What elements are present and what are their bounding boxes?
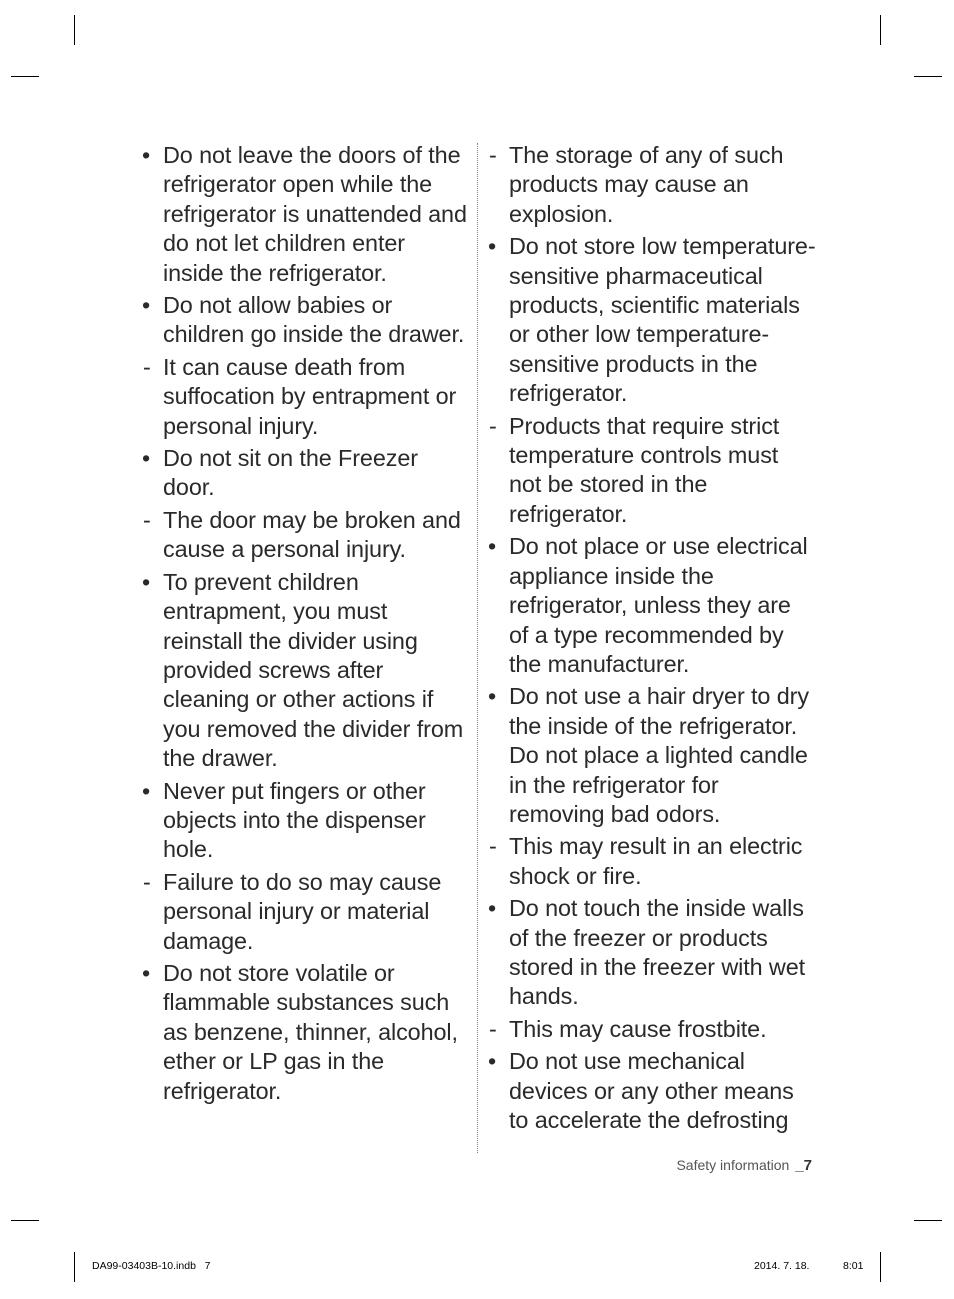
bullet-item: [140, 444, 470, 503]
crop-mark: [74, 15, 75, 45]
item-text: Do not sit on the Freezer door.: [163, 445, 418, 501]
item-text: This may cause frostbite.: [509, 1015, 767, 1042]
crop-mark: [74, 1252, 75, 1282]
dash-subitem: [486, 412, 816, 530]
crop-mark: [914, 1220, 942, 1221]
item-text: It can cause death from suffocation by entrapment or personal injury.: [163, 353, 457, 439]
dash-subitem: [140, 868, 470, 956]
dash-subitem: [140, 506, 470, 565]
print-time: 8:01: [843, 1260, 864, 1272]
dash-marker: -: [143, 353, 151, 380]
item-text: Products that require strict temperature controls must not be stored in the refrigerator.: [509, 412, 780, 527]
bullet-item: [140, 291, 470, 350]
item-text: Do not store volatile or flammable substances such as benzene, thinner, alcohol, ether or LP gas in the refrigerator.: [163, 959, 458, 1104]
bullet-marker: •: [142, 142, 151, 168]
bullet-marker: •: [488, 533, 497, 560]
item-text: The door may be broken and cause a personal injury.: [163, 506, 461, 563]
bullet-item: [140, 959, 470, 1106]
dash-marker: -: [489, 412, 497, 439]
crop-mark: [880, 15, 881, 45]
crop-mark: [914, 76, 942, 77]
bullet-marker: •: [142, 959, 151, 986]
bullet-item: [486, 894, 816, 1012]
dash-marker: -: [489, 833, 497, 860]
dash-marker: -: [143, 506, 151, 533]
item-text: Do not allow babies or children go inside the drawer.: [163, 292, 465, 348]
right-column: [486, 141, 816, 1138]
left-column: [140, 141, 470, 1109]
dash-marker: -: [489, 142, 497, 168]
item-text: This may result in an electric shock or fire.: [509, 833, 803, 889]
item-text: Failure to do so may cause personal injury or material damage.: [163, 868, 442, 954]
section-label: Safety information: [676, 1157, 790, 1173]
bullet-marker: •: [488, 683, 497, 710]
bullet-item: [140, 777, 470, 865]
bullet-item: [140, 141, 470, 288]
dash-subitem: [140, 353, 470, 441]
crop-mark: [11, 76, 39, 77]
bullet-marker: •: [488, 1048, 497, 1075]
bullet-item: [486, 232, 816, 408]
item-text: Do not leave the doors of the refrigerator open while the refrigerator is unattended and do not let children enter inside the refrigerator.: [163, 142, 467, 286]
item-text: To prevent children entrapment, you must reinstall the divider using provided screws after cleaning or other actions if you removed the divider from the drawer.: [163, 568, 464, 772]
bullet-marker: •: [142, 777, 151, 804]
bullet-item: [140, 568, 470, 774]
print-file-info: DA99-03403B-10.indb 7: [92, 1260, 211, 1272]
dash-marker: -: [489, 1015, 497, 1042]
item-text: Do not store low temperature-sensitive pharmaceutical products, scientific materials or other low temperature-sensitive products in the refrigerator.: [509, 233, 816, 407]
column-divider: [477, 143, 478, 1153]
item-text: Do not place or use electrical appliance inside the refrigerator, unless they are of a type recommended by the manufacturer.: [509, 533, 808, 677]
item-text: The storage of any of such products may cause an explosion.: [509, 142, 784, 227]
bullet-marker: •: [488, 233, 497, 260]
item-text: Do not touch the inside walls of the freezer or products stored in the freezer with wet hands.: [509, 895, 806, 1010]
bullet-marker: •: [142, 568, 151, 595]
bullet-marker: •: [142, 445, 151, 472]
bullet-marker: •: [142, 292, 151, 319]
bullet-item: [486, 682, 816, 829]
page-number: _7: [795, 1157, 812, 1174]
crop-mark: [11, 1220, 39, 1221]
bullet-marker: •: [488, 895, 497, 922]
page-footer: [676, 1157, 812, 1174]
dash-subitem: [486, 832, 816, 891]
item-text: Do not use mechanical devices or any other means to accelerate the defrosting: [509, 1048, 794, 1133]
bullet-item: [486, 1047, 816, 1135]
bullet-item: [486, 532, 816, 679]
crop-mark: [880, 1252, 881, 1282]
item-text: Never put fingers or other objects into the dispenser hole.: [163, 777, 426, 863]
dash-subitem: [486, 141, 816, 229]
print-date: 2014. 7. 18.: [754, 1260, 810, 1272]
dash-subitem: [486, 1015, 816, 1044]
dash-marker: -: [143, 868, 151, 895]
item-text: Do not use a hair dryer to dry the inside of the refrigerator. Do not place a lighted candle in the refrigerator for removing bad odors.: [509, 683, 809, 827]
